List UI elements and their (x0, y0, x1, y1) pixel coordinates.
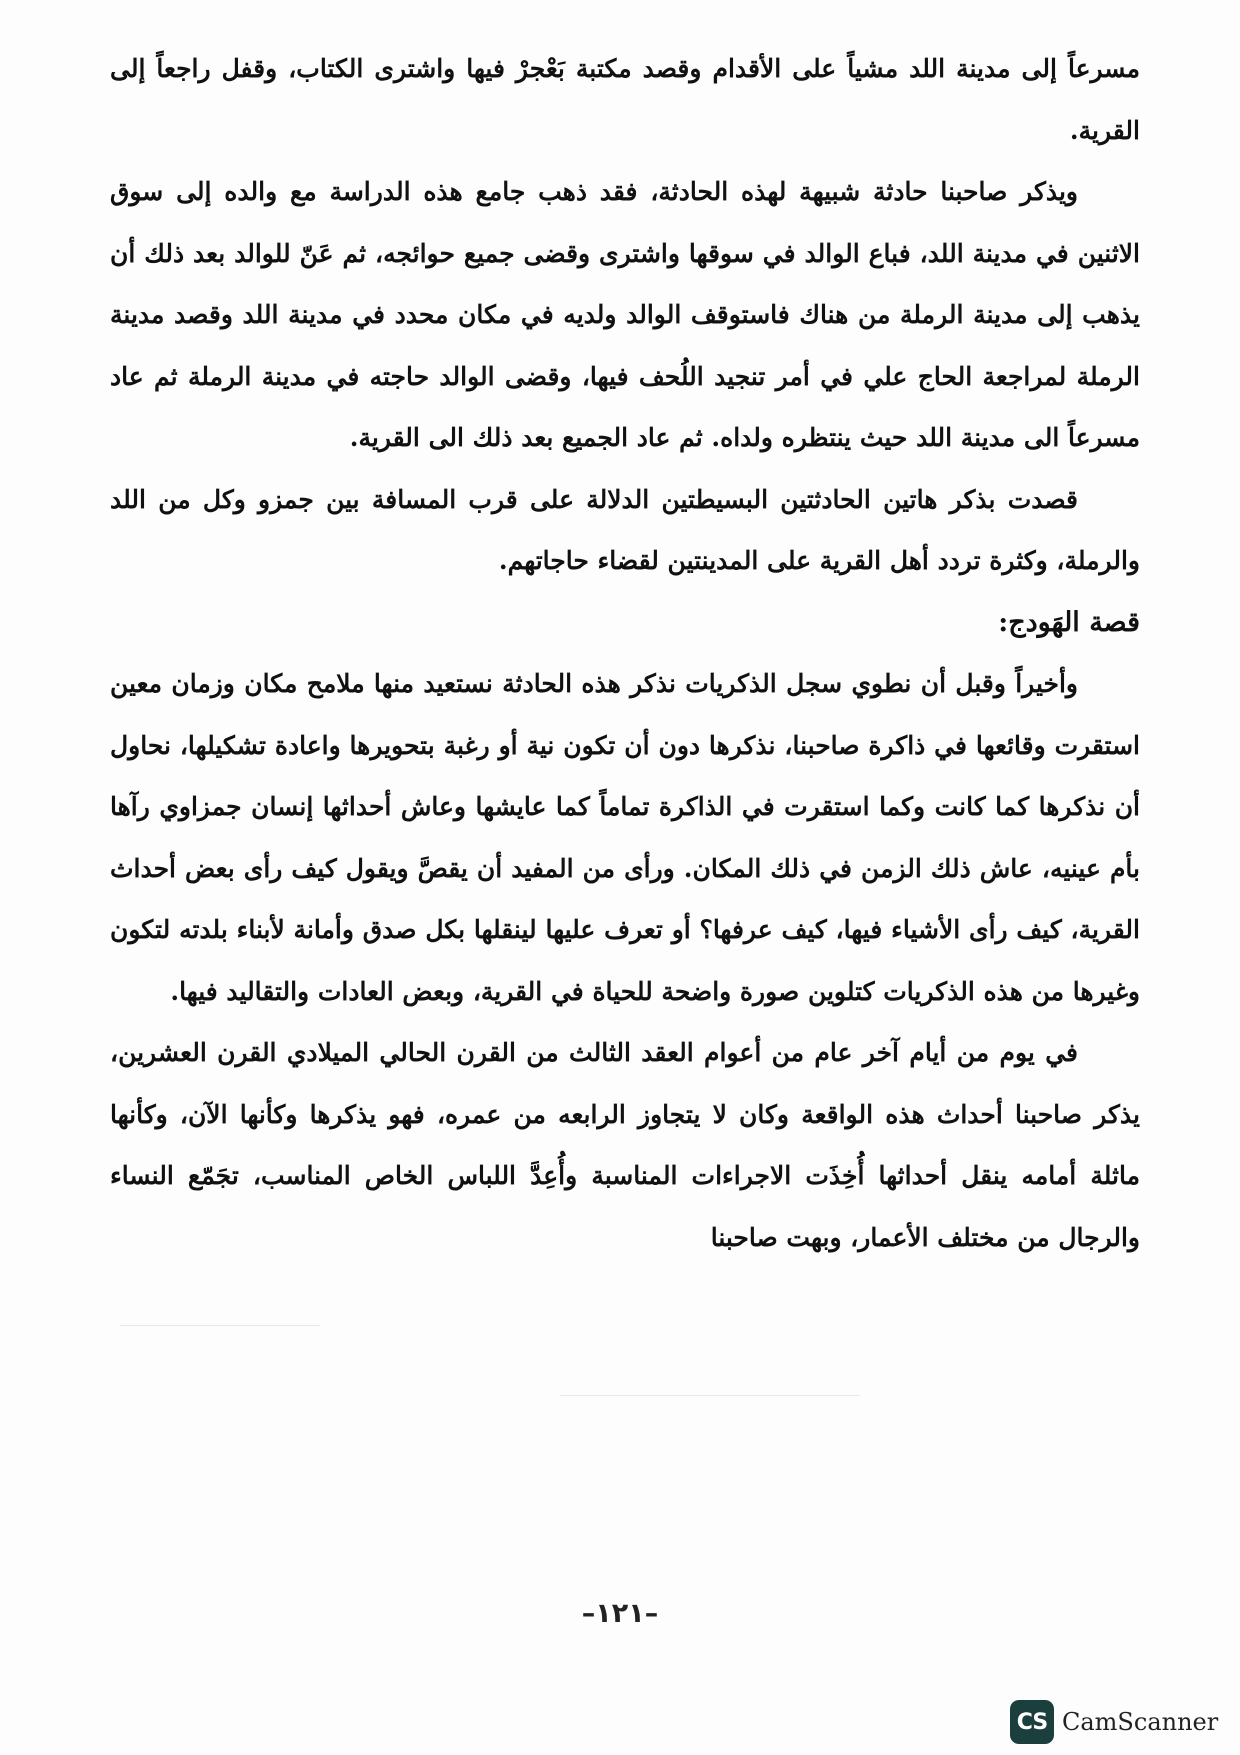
camscanner-brand: CamScanner (1062, 1708, 1219, 1736)
paragraph-3: قصدت بذكر هاتين الحادثتين البسيطتين الدلالة على قرب المسافة بين جمزو وكل من اللد والرملة، وكثرة تردد أهل القرية على المدينتين لقضاء حاجاتهم. (110, 484, 1140, 575)
page-number: –١٢١– (581, 1598, 659, 1629)
camscanner-watermark (1010, 1700, 1218, 1744)
section-heading: قصة الهَودج: (998, 606, 1140, 638)
body-text (110, 38, 1140, 1268)
scan-artifact-line (120, 1325, 320, 1326)
paragraph-5: في يوم من أيام آخر عام من أعوام العقد الثالث من القرن الحالي الميلادي القرن العشرين، يذكر صاحبنا أحداث هذه الواقعة وكان لا يتجاوز الرابعه من عمره، فهو يذكرها وكأنها الآن، وكأنها ماثلة أمامه ينقل أحداثها أُخِذَت الاجراءات المناسبة وأُعِدَّ اللباس الخاص المناسب، تجَمّع النساء والرجال من مختلف الأعمار، وبهت صاحبنا (110, 1038, 1140, 1252)
scan-artifact-line (560, 1395, 860, 1396)
paragraph-1: مسرعاً إلى مدينة اللد مشياً على الأقدام وقصد مكتبة بَعْجرْ فيها واشترى الكتاب، وقفل راجعاً إلى القرية. (110, 54, 1140, 145)
camscanner-logo-icon: CS (1010, 1700, 1054, 1744)
paragraph-2: ويذكر صاحبنا حادثة شبيهة لهذه الحادثة، فقد ذهب جامع هذه الدراسة مع والده إلى سوق الاثنين في مدينة اللد، فباع الوالد في سوقها واشترى وقضى جميع حوائجه، ثم عَنّ للوالد بعد ذلك أن يذهب إلى مدينة الرملة من هناك فاستوقف الوالد ولديه في مكان محدد في مدينة اللد وقصد مدينة الرملة لمراجعة الحاج علي في أمر تنجيد اللُحف فيها، وقضى الوالد حاجته في مدينة الرملة ثم عاد مسرعاً الى مدينة اللد حيث ينتظره ولداه. ثم عاد الجميع بعد ذلك الى القرية. (110, 177, 1140, 452)
paragraph-4: وأخيراً وقبل أن نطوي سجل الذكريات نذكر هذه الحادثة نستعيد منها ملامح مكان وزمان معين استقرت وقائعها في ذاكرة صاحبنا، نذكرها دون أن تكون نية أو رغبة بتحويرها واعادة تشكيلها، نحاول أن نذكرها كما كانت وكما استقرت في الذاكرة تماماً كما عايشها وعاش أحداثها إنسان جمزاوي رآها بأم عينيه، عاش ذلك الزمن في ذلك المكان. ورأى من المفيد أن يقصَّ ويقول كيف رأى بعض أحداث القرية، كيف رأى الأشياء فيها، كيف عرفها؟ أو تعرف عليها لينقلها بكل صدق وأمانة لأبناء بلدته لتكون وغيرها من هذه الذكريات كتلوين صورة واضحة للحياة في القرية، وبعض العادات والتقاليد فيها. (110, 669, 1140, 1006)
